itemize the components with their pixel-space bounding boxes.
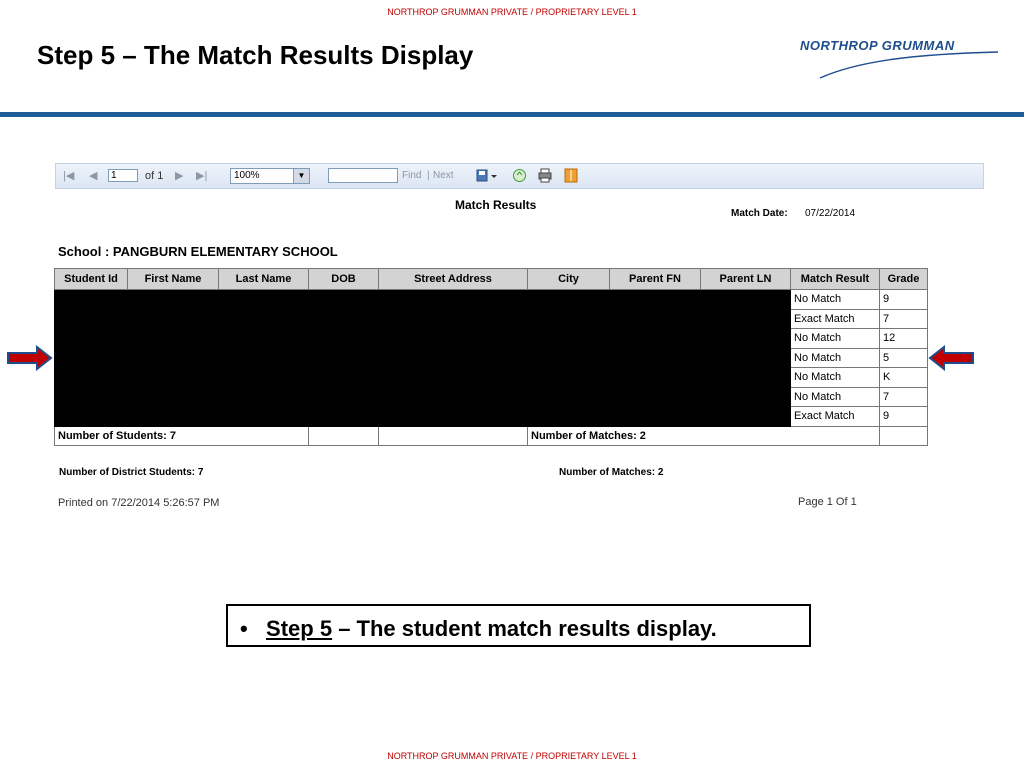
find-separator: |	[427, 170, 430, 181]
district-matches-count: Number of Matches: 2	[559, 467, 664, 478]
match-result-cell: No Match	[791, 387, 880, 407]
column-header: Grade	[880, 269, 928, 290]
district-students-count: Number of District Students: 7	[59, 467, 204, 478]
footer-empty-cell	[379, 426, 528, 446]
slide-title: Step 5 – The Match Results Display	[37, 40, 474, 70]
redacted-cells	[55, 368, 791, 388]
chevron-down-icon[interactable]: ▼	[293, 169, 309, 183]
match-date-value: 07/22/2014	[805, 208, 856, 219]
column-header: Parent FN	[610, 269, 701, 290]
data-feed-icon[interactable]	[564, 168, 578, 183]
column-header: DOB	[309, 269, 379, 290]
grade-cell: 5	[880, 348, 928, 368]
callout-description: – The student match results display.	[332, 616, 717, 641]
report-title: Match Results	[455, 198, 537, 212]
last-page-icon[interactable]: ▶|	[196, 170, 208, 182]
table-footer-row	[55, 426, 928, 446]
callout-step-label: Step 5	[266, 616, 333, 641]
column-header: First Name	[128, 269, 219, 290]
next-page-icon[interactable]: ▶	[175, 170, 184, 182]
grade-cell: 7	[880, 309, 928, 329]
printed-on-timestamp: Printed on 7/22/2014 5:26:57 PM	[58, 497, 220, 509]
page-of-label: of 1	[145, 170, 164, 182]
column-header: Last Name	[219, 269, 309, 290]
right-arrow-icon	[7, 345, 53, 371]
redacted-cells	[55, 309, 791, 329]
table-row	[55, 407, 928, 427]
report-viewer-toolbar	[55, 163, 984, 189]
match-result-cell: No Match	[791, 290, 880, 310]
grade-cell: 7	[880, 387, 928, 407]
table-row	[55, 290, 928, 310]
table-row	[55, 309, 928, 329]
footer-empty-cell	[309, 426, 379, 446]
table-header-row	[55, 269, 928, 290]
refresh-icon[interactable]	[512, 168, 527, 183]
match-results-table	[54, 268, 928, 446]
header-confidentiality-banner: NORTHROP GRUMMAN PRIVATE / PROPRIETARY LEVEL 1	[387, 7, 637, 17]
table-row	[55, 329, 928, 349]
find-input[interactable]	[328, 168, 398, 183]
column-header: City	[528, 269, 610, 290]
redacted-cells	[55, 407, 791, 427]
page-number-input[interactable]	[108, 169, 138, 182]
grade-cell: 9	[880, 290, 928, 310]
export-icon[interactable]	[476, 169, 498, 183]
column-header: Match Result	[791, 269, 880, 290]
match-result-cell: Exact Match	[791, 407, 880, 427]
table-row	[55, 368, 928, 388]
number-of-students: Number of Students: 7	[55, 426, 309, 446]
match-result-cell: No Match	[791, 348, 880, 368]
column-header: Street Address	[379, 269, 528, 290]
callout-text	[240, 616, 717, 642]
footer-empty-cell	[880, 426, 928, 446]
find-link[interactable]: Find	[402, 170, 422, 181]
left-arrow-icon	[928, 345, 974, 371]
grade-cell: K	[880, 368, 928, 388]
match-date-label: Match Date:	[731, 208, 788, 219]
print-icon[interactable]	[537, 168, 553, 183]
find-next-link[interactable]: Next	[433, 170, 454, 181]
grade-cell: 9	[880, 407, 928, 427]
table-row	[55, 387, 928, 407]
zoom-select[interactable]	[230, 168, 310, 184]
redacted-cells	[55, 329, 791, 349]
number-of-matches: Number of Matches: 2	[528, 426, 880, 446]
redacted-cells	[55, 348, 791, 368]
zoom-value: 100%	[234, 170, 260, 181]
match-result-cell: Exact Match	[791, 309, 880, 329]
step-callout-box	[226, 604, 811, 647]
grade-cell: 12	[880, 329, 928, 349]
bullet: •	[240, 616, 248, 641]
column-header: Student Id	[55, 269, 128, 290]
title-divider	[0, 112, 1024, 117]
logo-text: NORTHROP GRUMMAN	[800, 38, 955, 53]
match-result-cell: No Match	[791, 329, 880, 349]
match-result-cell: No Match	[791, 368, 880, 388]
column-header: Parent LN	[701, 269, 791, 290]
prev-page-icon[interactable]: ◀	[89, 170, 98, 182]
school-name: School : PANGBURN ELEMENTARY SCHOOL	[58, 244, 338, 259]
redacted-cells	[55, 387, 791, 407]
redacted-cells	[55, 290, 791, 310]
first-page-icon[interactable]: |◀	[63, 170, 75, 182]
footer-confidentiality-banner: NORTHROP GRUMMAN PRIVATE / PROPRIETARY LEVEL 1	[387, 751, 637, 761]
table-row	[55, 348, 928, 368]
page-count: Page 1 Of 1	[798, 496, 857, 508]
